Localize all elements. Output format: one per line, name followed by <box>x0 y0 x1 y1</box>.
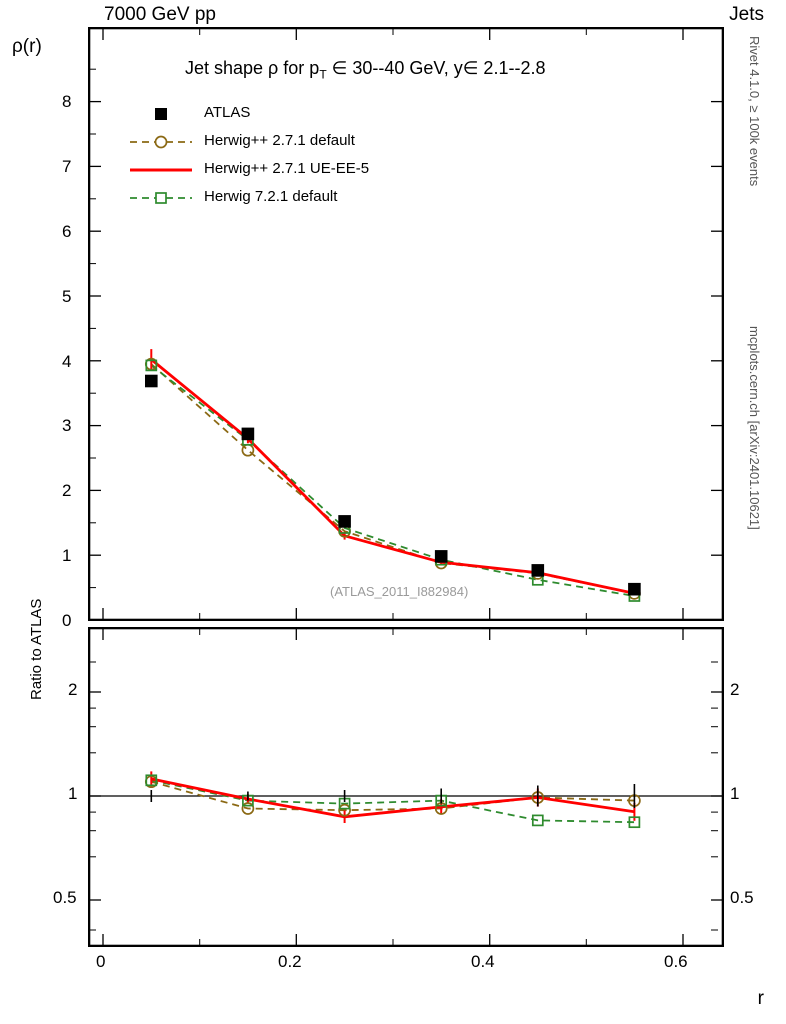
series-herwigpp-default-line <box>151 364 634 593</box>
xtick-0.6: 0.6 <box>664 952 688 971</box>
ratio-ytick-0.5-right: 0.5 <box>730 888 754 907</box>
ratio-y-axis-label: Ratio to ATLAS <box>28 598 45 700</box>
main-ytick-5: 5 <box>62 287 72 306</box>
rivet-version-label: Rivet 4.1.0, ≥ 100k events <box>747 36 762 187</box>
legend-marker-solid-line <box>128 156 194 184</box>
mcplots-arxiv-label: mcplots.cern.ch [arXiv:2401.10621] <box>747 326 762 530</box>
header-analysis-label: Jets <box>729 4 764 25</box>
ratio-ytick-1-left: 1 <box>68 784 78 803</box>
main-plot-title: Jet shape ρ for $p_T$ ∈ 30--40 GeV, y∈ 2.1--2.8 <box>185 58 546 82</box>
main-ytick-4: 4 <box>62 352 72 371</box>
ratio-ytick-1-right: 1 <box>730 784 740 803</box>
xtick-0.4: 0.4 <box>471 952 495 971</box>
legend-label-herwig721-default: Herwig 7.2.1 default <box>204 188 338 205</box>
series-herwigpp-ueee5-errorbars <box>151 349 634 595</box>
series-herwig721-default-line <box>151 365 634 596</box>
main-ytick-6: 6 <box>62 222 72 241</box>
series-herwigpp-default-markers <box>146 359 640 599</box>
x-axis-label: r <box>757 988 764 1009</box>
main-ytick-8: 8 <box>62 92 72 111</box>
main-ytick-2: 2 <box>62 481 72 500</box>
legend-label-atlas: ATLAS <box>204 104 251 121</box>
series-herwig721-default-markers <box>146 360 639 601</box>
series-herwigpp-ueee5-line <box>151 360 634 594</box>
series-atlas-markers <box>146 376 640 595</box>
main-y-axis-label: ρ(r) <box>12 36 42 57</box>
legend-label-herwigpp-ueee5: Herwig++ 2.7.1 UE-EE-5 <box>204 160 370 177</box>
legend-label-herwigpp-default: Herwig++ 2.7.1 default <box>204 132 355 149</box>
xtick-0: 0 <box>96 952 106 971</box>
xtick-0.2: 0.2 <box>278 952 302 971</box>
main-ytick-0: 0 <box>62 611 72 630</box>
ratio-ytick-0.5-left: 0.5 <box>53 888 77 907</box>
legend-marker-open-circle-dashed <box>128 128 194 156</box>
ratio-ytick-2-left: 2 <box>68 680 78 699</box>
ratio-plot-panel <box>88 627 724 947</box>
legend-marker-filled-square <box>128 100 194 128</box>
legend-marker-open-square-dashed <box>128 184 194 212</box>
analysis-id-watermark: (ATLAS_2011_I882984) <box>330 584 469 599</box>
main-ytick-7: 7 <box>62 157 72 176</box>
header-beam-label: 7000 GeV pp <box>104 4 216 25</box>
ratio-ytick-2-right: 2 <box>730 680 740 699</box>
ratio-plot-svg <box>89 628 723 946</box>
main-ytick-3: 3 <box>62 416 72 435</box>
main-ytick-1: 1 <box>62 546 72 565</box>
ratio-herwigpp-ueee5-errorbars <box>151 771 634 823</box>
